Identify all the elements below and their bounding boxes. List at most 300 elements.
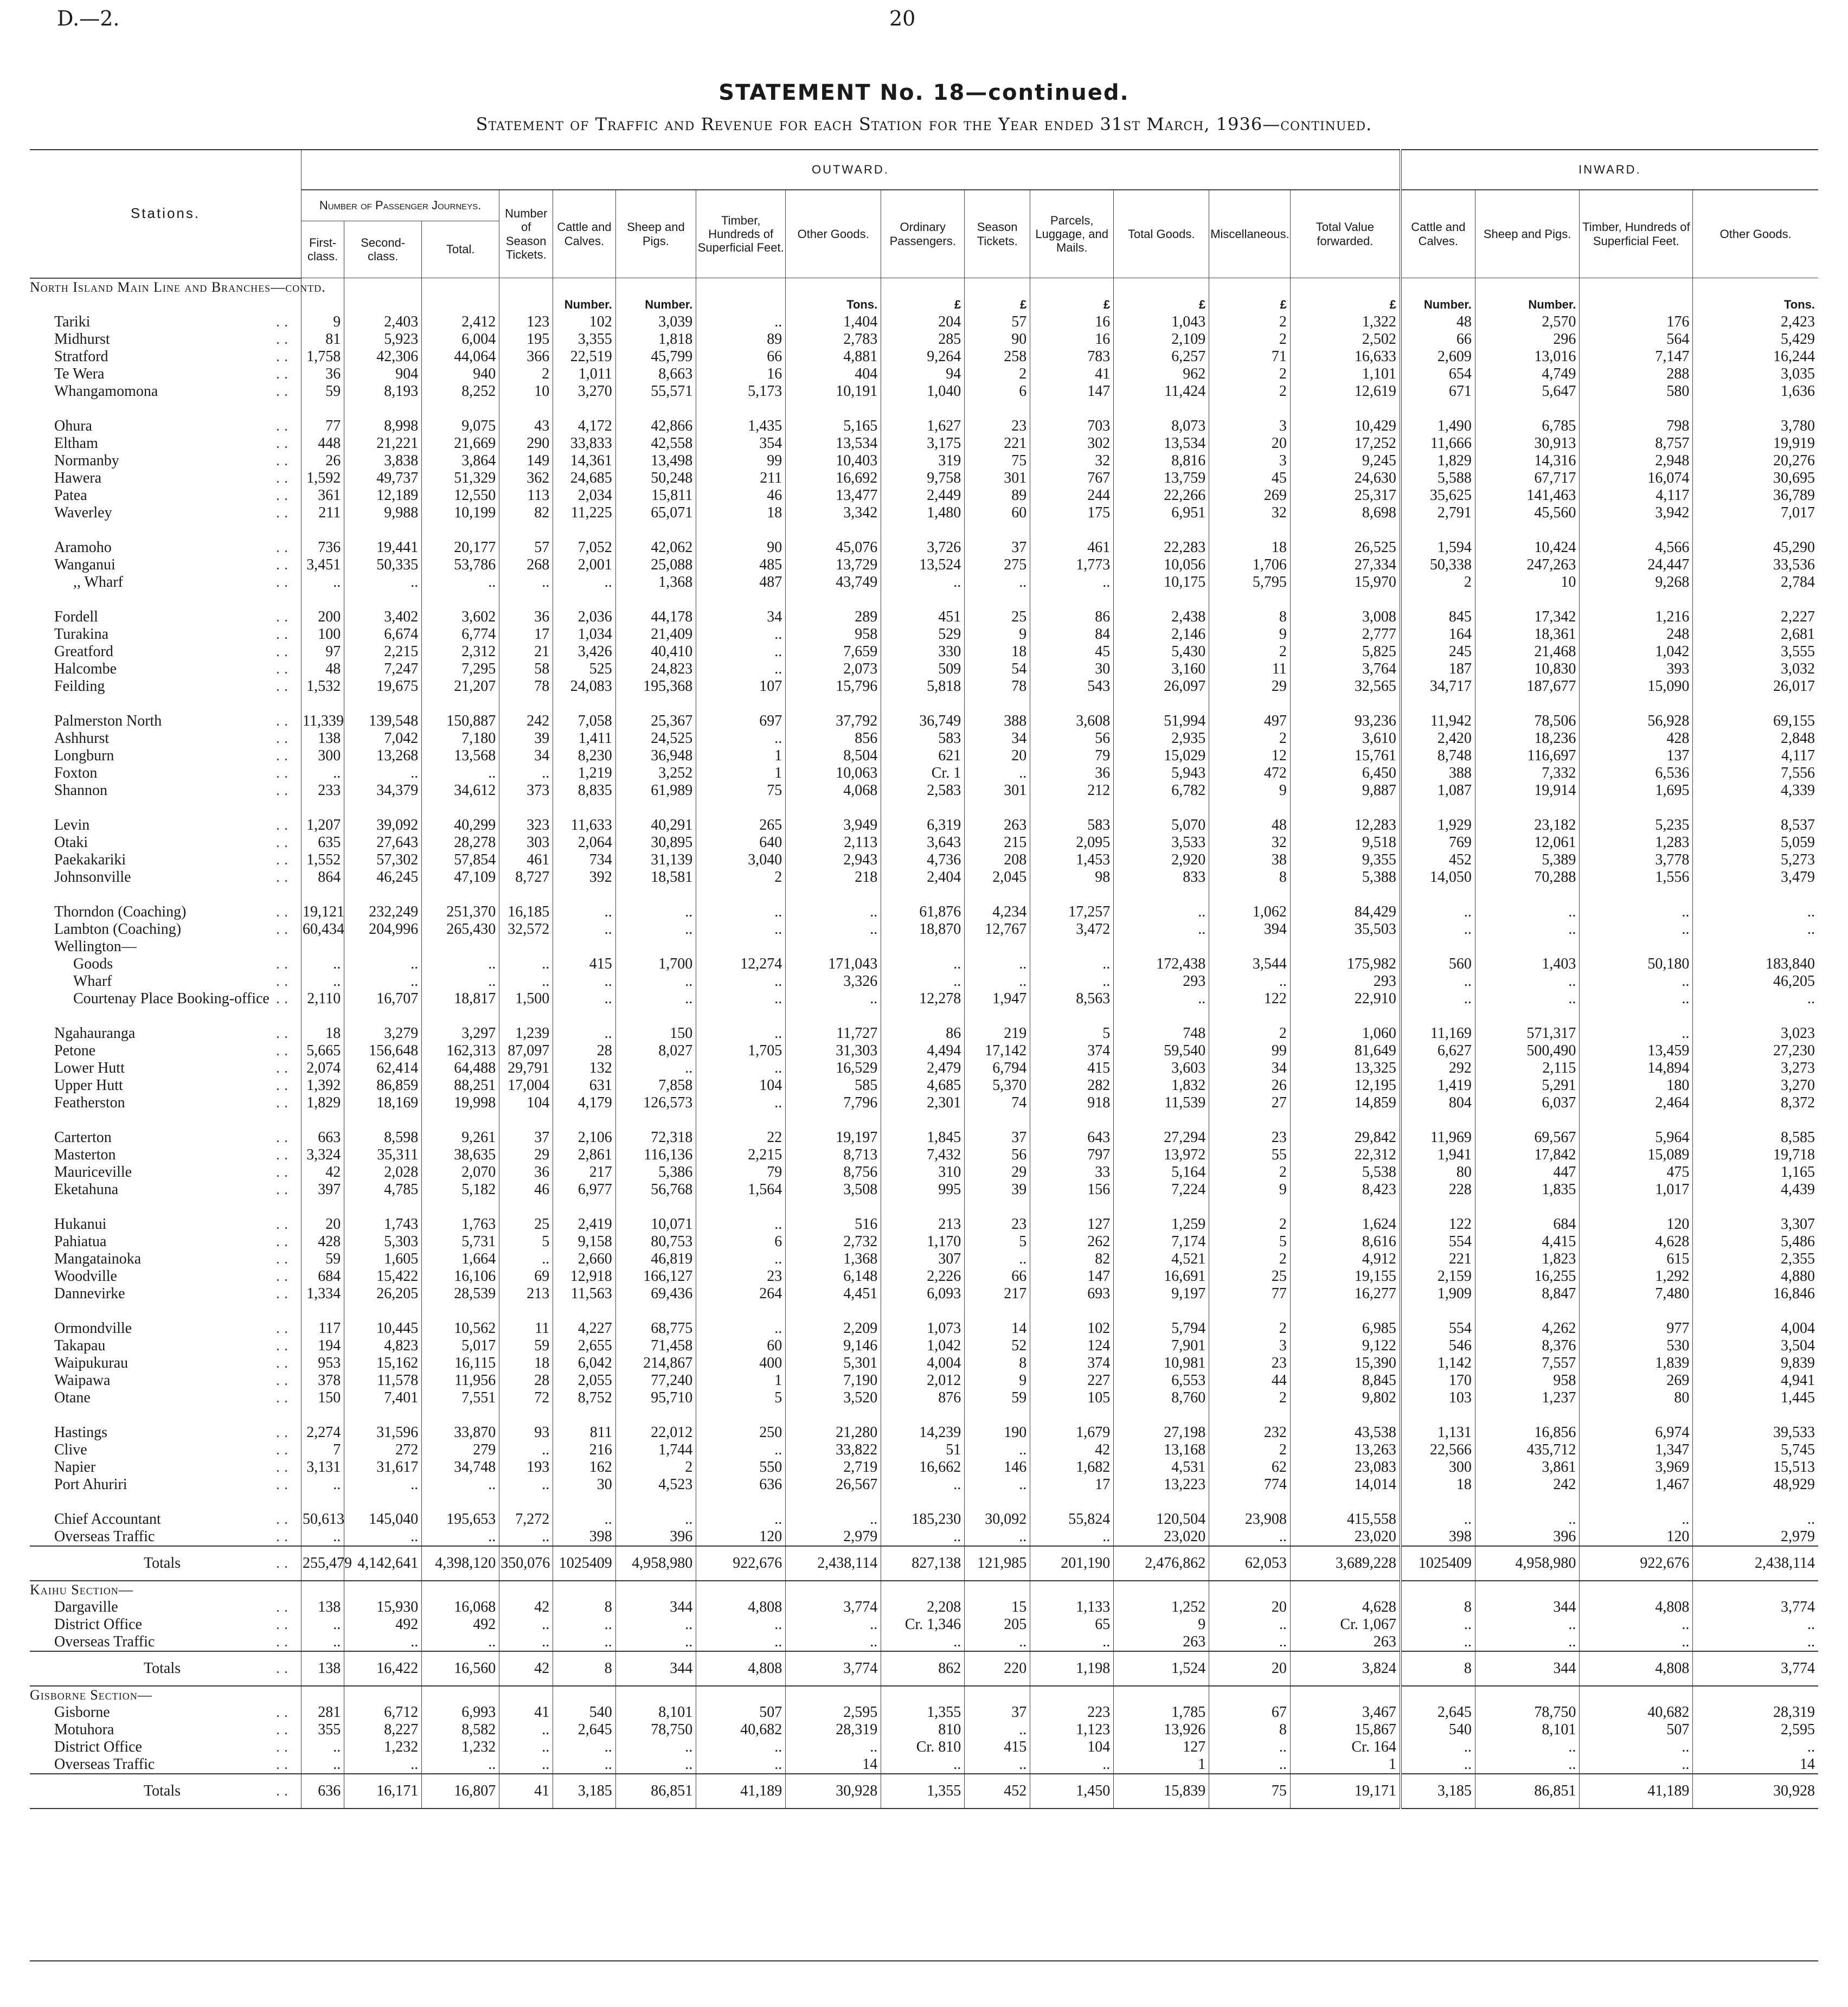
value-cell: .. [1114, 990, 1209, 1008]
station-name [30, 1251, 301, 1268]
station-label: Feilding [54, 677, 105, 695]
value-cell: 3,864 [422, 452, 499, 470]
table-row [30, 973, 1818, 990]
value-cell: 2,848 [1693, 730, 1818, 747]
value-cell: 193 [499, 1459, 553, 1476]
value-cell: 195 [499, 331, 553, 348]
station-label: Mauriceville [54, 1163, 132, 1181]
value-cell: 40,299 [422, 817, 499, 834]
value-cell: 783 [1030, 348, 1114, 366]
value-cell: 2,935 [1114, 730, 1209, 747]
spacer-cell [553, 695, 616, 713]
value-cell: 24,447 [1580, 556, 1693, 574]
value-cell: 75 [965, 452, 1030, 470]
value-cell: 68,775 [615, 1320, 696, 1337]
value-cell: 87,097 [499, 1042, 553, 1060]
value-cell: 1,832 [1114, 1077, 1209, 1094]
value-cell: 24,823 [615, 661, 696, 678]
value-cell: 139,548 [344, 713, 422, 730]
value-cell: 31,139 [615, 851, 696, 869]
value-cell: 13,498 [615, 452, 696, 470]
leader-dots: .. [276, 625, 293, 643]
col-header: Season Tickets. [965, 190, 1030, 278]
value-cell: 1,829 [1401, 452, 1475, 470]
value-cell: 86 [881, 1025, 965, 1042]
value-cell: 2,095 [1030, 834, 1114, 851]
value-cell: .. [422, 973, 499, 990]
value-cell: 3,039 [615, 313, 696, 331]
value-cell: 8,598 [344, 1129, 422, 1146]
value-cell: .. [499, 973, 553, 990]
value-cell: 42,062 [615, 539, 696, 556]
value-cell: 175,982 [1290, 956, 1401, 973]
empty-cell [965, 1686, 1030, 1704]
table-row [30, 1060, 1818, 1077]
value-cell: 2,106 [553, 1129, 616, 1146]
spacer-cell [301, 1112, 344, 1129]
spacer-cell [615, 1493, 696, 1511]
value-cell: 23,020 [1290, 1528, 1401, 1546]
value-cell: .. [696, 1320, 786, 1337]
value-cell: .. [696, 1060, 786, 1077]
station-label: Featherston [54, 1094, 125, 1111]
leader-dots: .. [276, 1703, 293, 1721]
station-label: Wellington— [54, 938, 137, 955]
value-cell: 1,087 [1401, 782, 1475, 799]
value-cell: 25,317 [1290, 487, 1401, 504]
value-cell: 2,074 [301, 1060, 344, 1077]
value-cell: 49,737 [344, 470, 422, 487]
value-cell: 5,388 [1290, 869, 1401, 886]
leader-dots: .. [276, 1128, 293, 1146]
value-cell: 3,774 [786, 1599, 881, 1616]
table-row [30, 1025, 1818, 1042]
value-cell: 263 [965, 817, 1030, 834]
value-cell: 98 [1030, 869, 1114, 886]
value-cell: 2 [1209, 1025, 1291, 1042]
value-cell: .. [965, 1528, 1030, 1546]
value-cell: 3,780 [1693, 418, 1818, 435]
empty-cell [1693, 278, 1818, 296]
value-cell: 583 [881, 730, 965, 747]
value-cell: 5,647 [1475, 383, 1580, 400]
value-cell: 217 [553, 1164, 616, 1181]
value-cell: 697 [696, 713, 786, 730]
value-cell: 10,175 [1114, 574, 1209, 591]
value-cell: .. [1209, 973, 1291, 990]
value-cell: 388 [965, 713, 1030, 730]
value-cell: 2,438,114 [1693, 1546, 1818, 1581]
value-cell: 5,825 [1290, 643, 1401, 661]
value-cell: .. [965, 1441, 1030, 1459]
spacer-cell [301, 400, 344, 418]
spacer-cell [881, 1407, 965, 1424]
value-cell: .. [965, 1756, 1030, 1774]
value-cell: 282 [1030, 1077, 1114, 1094]
value-cell: 2 [965, 366, 1030, 383]
value-cell: 2 [1209, 1216, 1291, 1233]
passenger-journeys-header: Number of Passenger Journeys. [301, 190, 499, 221]
value-cell: 7,147 [1580, 348, 1693, 366]
statement-title: STATEMENT No. 18—continued. [718, 80, 1130, 105]
value-cell: 16,560 [422, 1651, 499, 1686]
leader-dots: .. [276, 608, 293, 625]
value-cell: 16,807 [422, 1774, 499, 1809]
station-label: Port Ahuriri [54, 1476, 127, 1493]
value-cell: .. [553, 1511, 616, 1528]
value-cell: 65,071 [615, 504, 696, 522]
spacer-cell [786, 1008, 881, 1025]
leader-dots: .. [276, 868, 293, 886]
station-name [30, 678, 301, 695]
value-cell: 46 [696, 487, 786, 504]
value-cell: 525 [553, 661, 616, 678]
value-cell: 461 [1030, 539, 1114, 556]
station-name [30, 973, 301, 990]
value-cell [344, 938, 422, 956]
value-cell [696, 938, 786, 956]
value-cell: .. [553, 1616, 616, 1633]
leader-dots: .. [276, 1163, 293, 1181]
spacer-cell [301, 695, 344, 713]
value-cell: 18,817 [422, 990, 499, 1008]
value-cell: 6,536 [1580, 765, 1693, 782]
table-row [30, 921, 1818, 938]
value-cell: 8,698 [1290, 504, 1401, 522]
col-header: Parcels, Luggage, and Mails. [1030, 190, 1114, 278]
value-cell: .. [499, 1616, 553, 1633]
spacer-cell [881, 591, 965, 608]
value-cell: 452 [1401, 851, 1475, 869]
value-cell: 7,796 [786, 1094, 881, 1112]
table-row [30, 990, 1818, 1008]
empty-cell [344, 1581, 422, 1599]
value-cell: 543 [1030, 678, 1114, 695]
leader-dots: .. [276, 816, 293, 833]
spacer-cell [1290, 695, 1401, 713]
value-cell: .. [1209, 1616, 1291, 1633]
spacer-cell [1693, 886, 1818, 903]
value-cell: 67 [1209, 1704, 1291, 1721]
value-cell: 15,089 [1580, 1146, 1693, 1164]
value-cell: 2,609 [1401, 348, 1475, 366]
value-cell: 3,008 [1290, 608, 1401, 626]
value-cell: 529 [881, 626, 965, 643]
value-cell: 10 [499, 383, 553, 400]
value-cell: 11,424 [1114, 383, 1209, 400]
spacer-cell [881, 522, 965, 539]
unit-label [422, 296, 499, 313]
value-cell: .. [696, 1739, 786, 1756]
value-cell: 4,808 [1580, 1599, 1693, 1616]
value-cell: 452 [965, 1774, 1030, 1809]
value-cell: 13,168 [1114, 1441, 1209, 1459]
value-cell: 201,190 [1030, 1546, 1114, 1581]
value-cell: 36,749 [881, 713, 965, 730]
value-cell: 9 [1209, 782, 1291, 799]
value-cell: 17,004 [499, 1077, 553, 1094]
table-row [30, 1372, 1818, 1389]
value-cell: .. [881, 1476, 965, 1493]
value-cell: 218 [786, 869, 881, 886]
table-row [30, 1407, 1818, 1424]
value-cell: 2,227 [1693, 608, 1818, 626]
value-cell: 864 [301, 869, 344, 886]
leader-dots: .. [276, 1755, 293, 1773]
value-cell: 4,566 [1580, 539, 1693, 556]
value-cell: 211 [696, 470, 786, 487]
value-cell: 2,449 [881, 487, 965, 504]
value-cell: 145,040 [344, 1511, 422, 1528]
value-cell: 9 [1114, 1616, 1209, 1633]
value-cell: 8,816 [1114, 452, 1209, 470]
spacer-cell [553, 1198, 616, 1216]
table-row [30, 504, 1818, 522]
station-name [30, 661, 301, 678]
value-cell: .. [1475, 921, 1580, 938]
value-cell: 14,316 [1475, 452, 1580, 470]
value-cell: 17 [499, 626, 553, 643]
value-cell: 45,076 [786, 539, 881, 556]
value-cell: 5,389 [1475, 851, 1580, 869]
value-cell: 57 [965, 313, 1030, 331]
value-cell: .. [1209, 1739, 1291, 1756]
spacer-cell [1114, 1407, 1209, 1424]
value-cell: 1,232 [344, 1739, 422, 1756]
value-cell: 26,525 [1290, 539, 1401, 556]
value-cell: .. [1401, 1633, 1475, 1651]
value-cell: 146 [965, 1459, 1030, 1476]
value-cell: 2,476,862 [1114, 1546, 1209, 1581]
value-cell: 52 [965, 1337, 1030, 1355]
value-cell: .. [344, 973, 422, 990]
station-label: Eketahuna [54, 1181, 119, 1198]
value-cell: 7,180 [422, 730, 499, 747]
value-cell: 19,441 [344, 539, 422, 556]
value-cell: 12,195 [1290, 1077, 1401, 1094]
value-cell: 509 [881, 661, 965, 678]
spacer-cell [615, 1303, 696, 1320]
value-cell: 293 [1114, 973, 1209, 990]
spacer-cell [1580, 695, 1693, 713]
value-cell: 33,822 [786, 1441, 881, 1459]
spacer-cell [881, 1493, 965, 1511]
value-cell: 14 [965, 1320, 1030, 1337]
value-cell: 3,426 [553, 643, 616, 661]
table-row [30, 418, 1818, 435]
value-cell: 1,252 [1114, 1599, 1209, 1616]
value-cell: 258 [965, 348, 1030, 366]
spacer-cell [422, 522, 499, 539]
value-cell: 636 [696, 1476, 786, 1493]
value-cell: 8 [1401, 1651, 1475, 1686]
value-cell: 3,273 [1693, 1060, 1818, 1077]
value-cell: 45 [1209, 470, 1291, 487]
station-name [30, 366, 301, 383]
station-label: Napier [54, 1458, 96, 1476]
table-row [30, 400, 1818, 418]
value-cell: .. [1693, 903, 1818, 921]
spacer-cell [1209, 1008, 1291, 1025]
leader-dots: .. [276, 1181, 293, 1198]
value-cell: 12,274 [696, 956, 786, 973]
spacer-cell [344, 591, 422, 608]
value-cell: 833 [1114, 869, 1209, 886]
value-cell: 550 [696, 1459, 786, 1476]
value-cell: 303 [499, 834, 553, 851]
value-cell: 374 [1030, 1042, 1114, 1060]
spacer-cell [696, 1407, 786, 1424]
value-cell: 214,867 [615, 1355, 696, 1372]
value-cell: 48 [1401, 313, 1475, 331]
table-row [30, 1459, 1818, 1476]
spacer-cell [696, 400, 786, 418]
value-cell: 90 [965, 331, 1030, 348]
value-cell: 2,012 [881, 1372, 965, 1389]
value-cell: 61,876 [881, 903, 965, 921]
value-cell: 40,682 [696, 1721, 786, 1739]
spacer-cell [1209, 1303, 1291, 1320]
station-label: Masterton [54, 1146, 116, 1163]
station-name [30, 782, 301, 799]
value-cell: 30,895 [615, 834, 696, 851]
spacer-cell [696, 1493, 786, 1511]
value-cell: .. [301, 973, 344, 990]
value-cell: 3,297 [422, 1025, 499, 1042]
value-cell: 9,355 [1290, 851, 1401, 869]
value-cell: 42 [301, 1164, 344, 1181]
value-cell: 940 [422, 366, 499, 383]
value-cell: 8,227 [344, 1721, 422, 1739]
value-cell: 3,555 [1693, 643, 1818, 661]
value-cell: 23 [965, 418, 1030, 435]
value-cell: 39,533 [1693, 1424, 1818, 1441]
table-row [30, 851, 1818, 869]
value-cell: 734 [553, 851, 616, 869]
value-cell: 22,566 [1401, 1441, 1475, 1459]
value-cell [499, 938, 553, 956]
leader-dots: .. [276, 1721, 293, 1738]
leader-dots: .. [276, 573, 293, 591]
value-cell: 70,288 [1475, 869, 1580, 886]
value-cell: 10,199 [422, 504, 499, 522]
value-cell: 922,676 [1580, 1546, 1693, 1581]
station-name [30, 1060, 301, 1077]
value-cell: 8,537 [1693, 817, 1818, 834]
value-cell: 11,539 [1114, 1094, 1209, 1112]
value-cell: 13,729 [786, 556, 881, 574]
value-cell: 46,819 [615, 1251, 696, 1268]
station-label: Turakina [54, 625, 109, 643]
value-cell: 39 [499, 730, 553, 747]
value-cell: 1,929 [1401, 817, 1475, 834]
spacer-cell [30, 400, 301, 418]
value-cell: .. [696, 903, 786, 921]
value-cell: 11,956 [422, 1372, 499, 1389]
station-label: Woodville [54, 1267, 117, 1285]
value-cell: 1,445 [1693, 1389, 1818, 1407]
value-cell: 3,643 [881, 834, 965, 851]
value-cell: 147 [1030, 383, 1114, 400]
value-cell: 13,325 [1290, 1060, 1401, 1077]
value-cell: 1,467 [1580, 1476, 1693, 1493]
value-cell: 2 [1209, 366, 1291, 383]
value-cell: 2,159 [1401, 1268, 1475, 1285]
value-cell: .. [696, 1216, 786, 1233]
value-cell: 4,117 [1693, 747, 1818, 765]
value-cell: 59,540 [1114, 1042, 1209, 1060]
value-cell: 4,451 [786, 1285, 881, 1303]
value-cell: 16,422 [344, 1651, 422, 1686]
leader-dots: .. [276, 452, 293, 469]
value-cell: .. [615, 1511, 696, 1528]
totals-label [30, 1546, 301, 1581]
station-name [30, 452, 301, 470]
value-cell: 2 [696, 869, 786, 886]
table-row [30, 539, 1818, 556]
table-row [30, 938, 1818, 956]
value-cell: 23,020 [1114, 1528, 1209, 1546]
value-cell: 5,235 [1580, 817, 1693, 834]
value-cell: .. [965, 1251, 1030, 1268]
value-cell: 5,301 [786, 1355, 881, 1372]
value-cell: 554 [1401, 1233, 1475, 1251]
station-label: Carterton [54, 1128, 112, 1146]
value-cell: 126,573 [615, 1094, 696, 1112]
value-cell: .. [696, 643, 786, 661]
value-cell: .. [1114, 921, 1209, 938]
value-cell: 265,430 [422, 921, 499, 938]
value-cell: 38 [1209, 851, 1291, 869]
value-cell [965, 938, 1030, 956]
leader-dots: .. [276, 903, 293, 920]
value-cell: 3 [1209, 452, 1291, 470]
section-heading: Kaihu Section— [30, 1581, 133, 1598]
value-cell: 6,951 [1114, 504, 1209, 522]
value-cell: 29,842 [1290, 1129, 1401, 1146]
value-cell: 57,854 [422, 851, 499, 869]
value-cell: 2,312 [422, 643, 499, 661]
spacer-cell [422, 695, 499, 713]
value-cell: 1,101 [1290, 366, 1401, 383]
value-cell: 10 [1475, 574, 1580, 591]
value-cell: .. [965, 765, 1030, 782]
spacer-cell [422, 400, 499, 418]
station-label: Wanganui [54, 556, 116, 573]
value-cell: 12,061 [1475, 834, 1580, 851]
value-cell: 767 [1030, 470, 1114, 487]
value-cell: 89 [696, 331, 786, 348]
empty-cell [1114, 1581, 1209, 1599]
value-cell: 4,685 [881, 1077, 965, 1094]
value-cell: 22,519 [553, 348, 616, 366]
value-cell: 2,948 [1580, 452, 1693, 470]
spacer-cell [1401, 1008, 1475, 1025]
value-cell: 8,073 [1114, 418, 1209, 435]
value-cell: 50,180 [1580, 956, 1693, 973]
value-cell: 16,662 [881, 1459, 965, 1476]
value-cell: 35,503 [1290, 921, 1401, 938]
value-cell: 7,295 [422, 661, 499, 678]
value-cell: 958 [786, 626, 881, 643]
value-cell: 1,743 [344, 1216, 422, 1233]
value-cell: 19,998 [422, 1094, 499, 1112]
value-cell: .. [301, 1756, 344, 1774]
value-cell: 11,339 [301, 713, 344, 730]
spacer-cell [301, 1407, 344, 1424]
value-cell: 3,326 [786, 973, 881, 990]
value-cell: 3,533 [1114, 834, 1209, 851]
